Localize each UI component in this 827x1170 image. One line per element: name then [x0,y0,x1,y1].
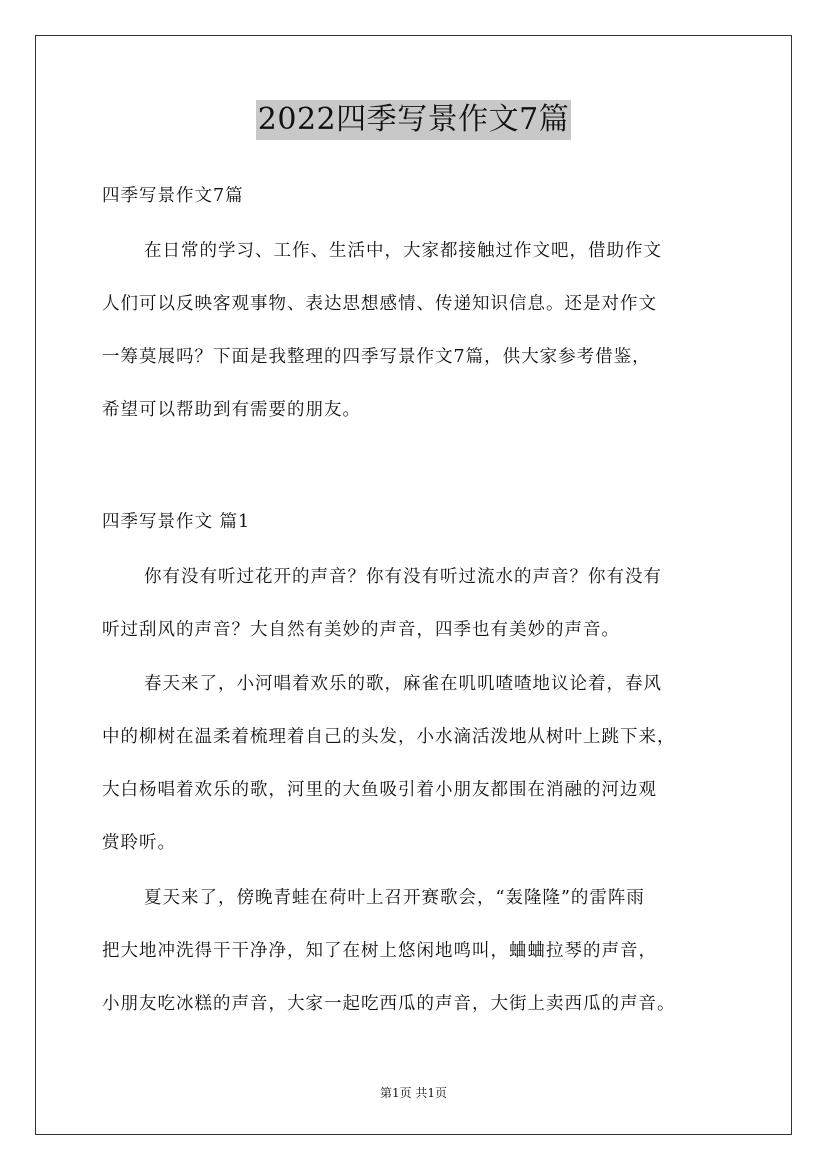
paragraph-line: 中的柳树在温柔着梳理着自己的头发，小水滴活泼地从树叶上跳下来， [102,727,676,747]
section-heading: 四季写景作文 篇1 [102,512,251,532]
title-container [0,100,827,140]
paragraph-line: 夏天来了，傍晚青蛙在荷叶上召开赛歌会，“轰隆隆”的雷阵雨 [144,888,645,908]
paragraph-line: 你有没有听过花开的声音？你有没有听过流水的声音？你有没有 [144,567,662,587]
paragraph-line: 小朋友吃冰糕的声音，大家一起吃西瓜的声音，大街上卖西瓜的声音。 [102,994,676,1014]
document-title: 2022四季写景作文7篇 [256,100,571,140]
paragraph-line: 把大地冲洗得干干净净，知了在树上悠闲地鸣叫，蛐蛐拉琴的声音， [102,941,657,961]
paragraph-line: 春天来了，小河唱着欢乐的歌，麻雀在叽叽喳喳地议论着，春风 [144,674,662,694]
intro-line: 一筹莫展吗？下面是我整理的四季写景作文7篇，供大家参考借鉴， [102,347,651,367]
page-footer: 第1页 共1页 [379,1086,448,1100]
paragraph-line: 赏聆听。 [102,833,176,853]
document-subtitle: 四季写景作文7篇 [102,186,244,206]
paragraph-line: 大白杨唱着欢乐的歌，河里的大鱼吸引着小朋友都围在消融的河边观 [102,780,657,800]
intro-line: 人们可以反映客观事物、表达思想感情、传递知识信息。还是对作文 [102,294,657,314]
intro-line: 在日常的学习、工作、生活中，大家都接触过作文吧，借助作文 [144,241,662,261]
paragraph-line: 听过刮风的声音？大自然有美妙的声音，四季也有美妙的声音。 [102,620,620,640]
intro-line: 希望可以帮助到有需要的朋友。 [102,400,361,420]
